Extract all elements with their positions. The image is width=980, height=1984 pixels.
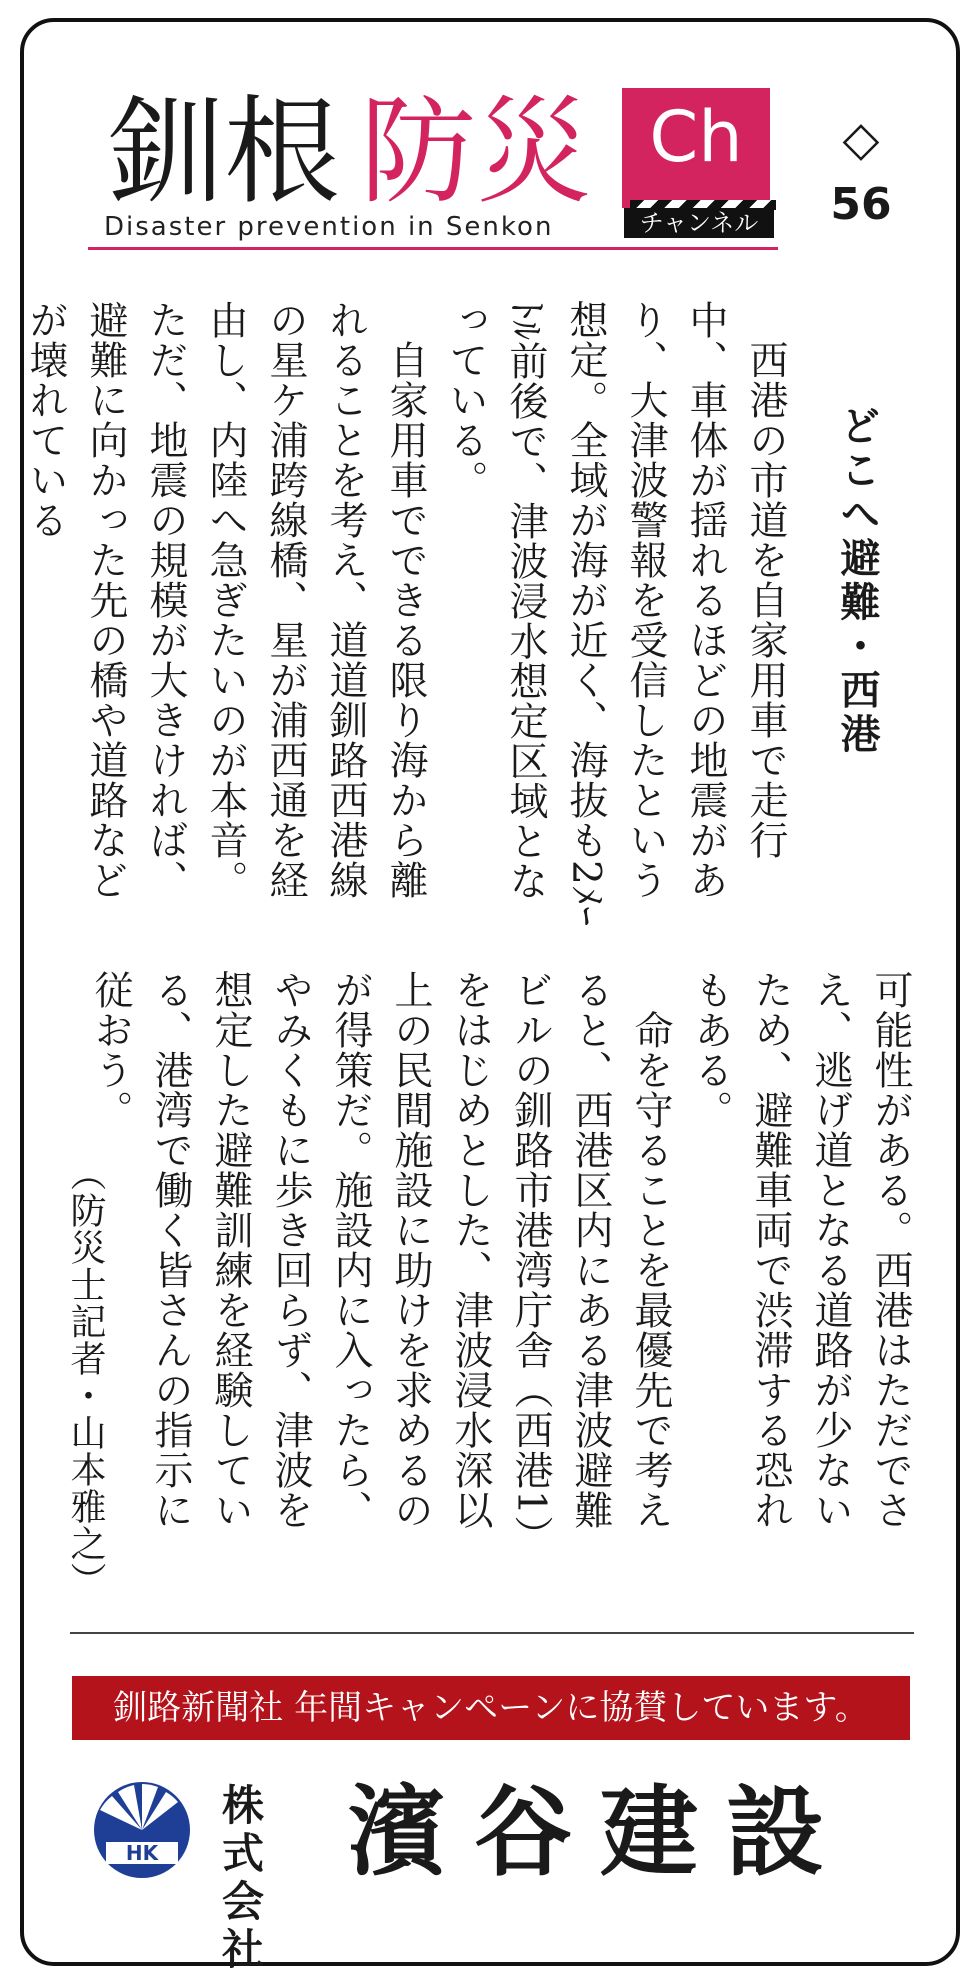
channel-label: チャンネル <box>624 208 774 238</box>
issue-number: 56 <box>830 179 892 230</box>
company-prefix: 株式会社 <box>222 1781 273 1974</box>
title-kanji-bousai: 防災 <box>360 85 592 220</box>
channel-badge-text: Ch <box>649 96 743 178</box>
issue-block <box>826 111 896 230</box>
article-paragraph-lower: 可能性がある。西港はただでさえ、逃げ道となる道路が少ないため、避難車両で渋滞する恐れもある。 命を守ることを最優先で考えると、西港区内にある津波避難ビルの釧路市港湾庁舎（西港1）をはじめとした、津波浸水深以上の民間施設に助けを求めるのが得策だ。施設内に入ったら、やみくもに歩き回らず、津波を想定した避難訓練を経験している、港湾で働く皆さんの指示に従おう。 <box>88 970 913 1537</box>
article-paragraph-upper: 西港の市道を自家用車で走行中、車体が揺れるほどの地震があり、大津波警報を受信したという想定。全域が海が近く、海抜も2ﾒｰﾄﾙ前後で、津波浸水想定区域となっている。 自家用車でできる限り海から離れることを考え、道道釧路西港線の星ケ浦跨線橋、星が浦西通を経由し、内陸へ急ぎたいのが本音。ただ、地震の規模が大きければ、避難に向かった先の橋や道路などが壊れている <box>23 300 788 927</box>
channel-badge <box>622 88 770 208</box>
byline: （防災士記者・山本雅之） <box>65 1155 106 1599</box>
logo-text: HK <box>125 1841 159 1865</box>
company-name: 濱谷建設 <box>348 1775 853 1890</box>
title-kanji-senkon: 釧根 <box>108 85 340 220</box>
sponsor-banner: 釧路新聞社 年間キャンペーンに協賛しています。 <box>72 1676 910 1740</box>
article-headline: どこへ避難・西港 <box>834 405 880 757</box>
title-underline <box>88 247 778 250</box>
english-subtitle: Disaster prevention in Senkon <box>104 212 554 242</box>
diamond-icon: ◇ <box>842 111 880 167</box>
divider <box>70 1632 914 1634</box>
company-logo-icon <box>92 1780 192 1880</box>
